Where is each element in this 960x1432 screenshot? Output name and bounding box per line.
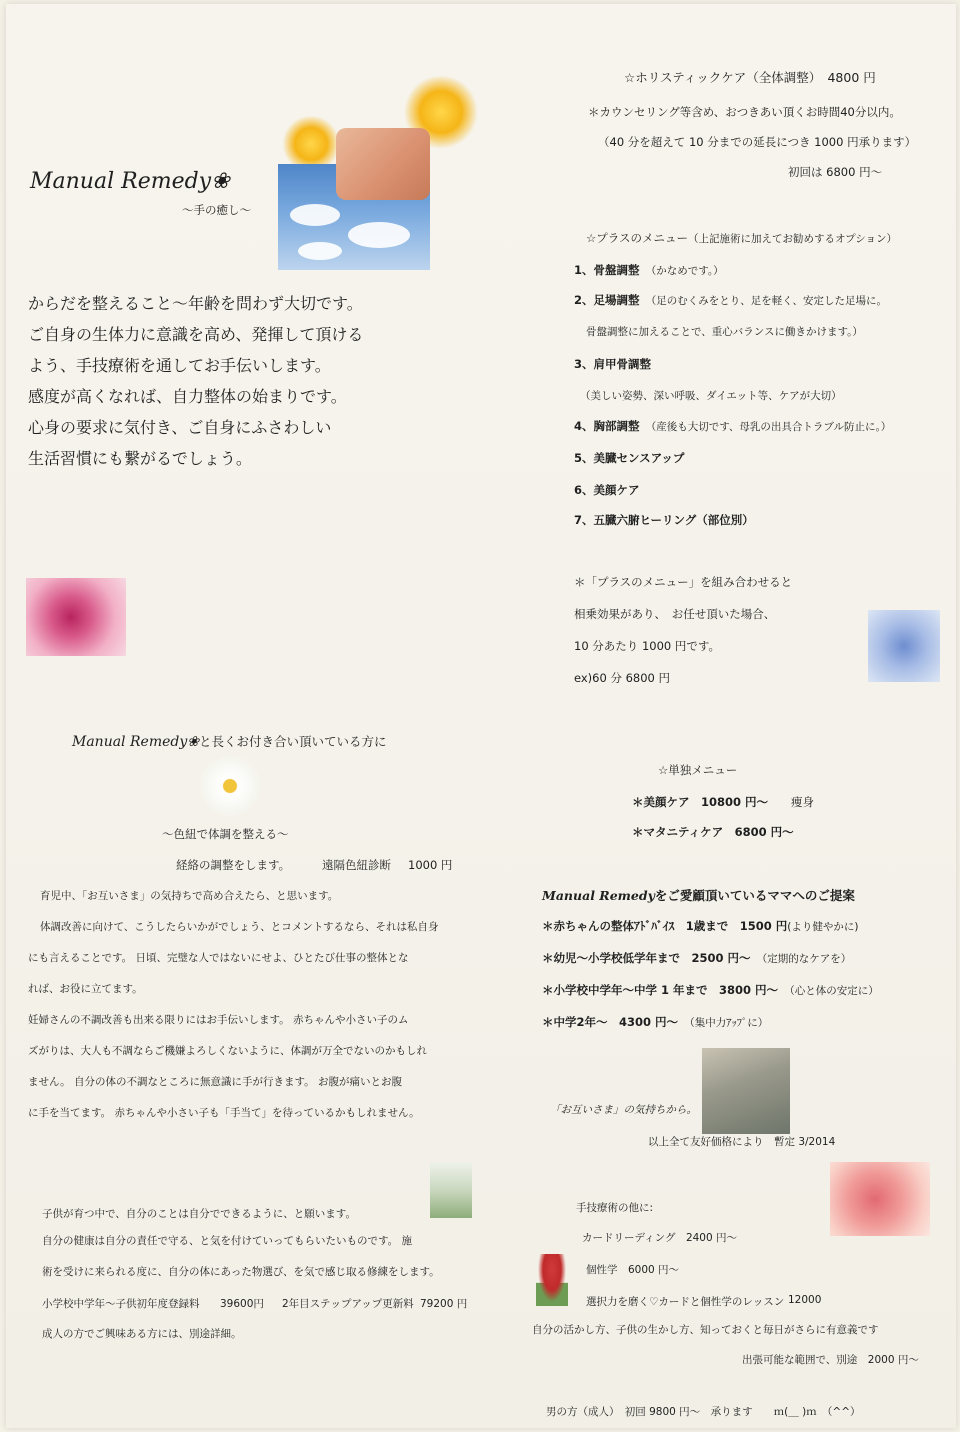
plus-item-5-label: 5、美臓センスアップ (574, 451, 685, 465)
fee-renewal-price: 79200 円 (420, 1298, 468, 1310)
plus-menu-note: （上記施術に加えてお勧めするオプション） (687, 233, 898, 245)
single-item-1 (632, 794, 814, 810)
remote-diagnosis-price: 1000 円 (408, 858, 453, 872)
plus-item-2-label: 2、足場調整 (574, 293, 640, 307)
mama-item-3-label: ＊小学校中学年～中学 1 年まで 3800 円～ (542, 983, 779, 997)
para1-line-8: に手を当てます。 赤ちゃんや小さい子も「手当て」を待っているかもしれません。 (28, 1107, 420, 1119)
plus-item-4 (574, 418, 891, 434)
mama-item-3 (542, 982, 879, 998)
plus-item-4-label: 4、胸部調整 (574, 419, 640, 433)
card-reading-line: カードリーディング 2400 円～ (582, 1232, 738, 1244)
plus-item-6-label: 6、美顔ケア (574, 483, 640, 497)
mama-item-2-note: （定期的なケアを） (762, 953, 852, 965)
mama-item-1-label: ＊赤ちゃんの整体ｱﾄﾞﾊﾞｲｽ 1歳まで 1500 円 (542, 919, 788, 933)
plus-item-2-note-2: 骨盤調整に加えることで、重心バランスに働きかけます。） (586, 326, 863, 338)
lesson-label: 選択力を磨く♡カードと個性学のレッスン (586, 1296, 785, 1308)
intro-line-2: ご自身の生体力に意識を高め、発揮して頂ける (28, 325, 364, 344)
daisy-image (194, 756, 266, 816)
peach-rose-image (830, 1162, 930, 1236)
plus-menu-heading (586, 230, 897, 246)
intro-line-1: からだを整えること～年齢を問わず大切です。 (28, 294, 363, 313)
single-item-1-note: 痩身 (791, 795, 815, 809)
mama-item-2 (542, 950, 851, 966)
combo-line-1: ＊「プラスのメニュー」を組み合わせると (574, 575, 793, 589)
para1-line-2: 体調改善に向けて、こうしたらいかがでしょう、とコメントするなら、それは私自身 (40, 921, 439, 933)
friendly-price-note (648, 1134, 835, 1149)
mother-child-photo (702, 1048, 790, 1134)
counseling-line: ＊カウンセリング等含め、おつきあい頂くお時間40分以内。 (588, 105, 901, 119)
mama-heading-brand: Manual Remedy (542, 888, 655, 903)
all-price-note: 以上全て友好価格により (648, 1136, 764, 1148)
long-term-text: と長くお付き合い頂いている方に (198, 734, 387, 749)
lily-image (430, 1162, 472, 1218)
single-menu-heading: ☆単独メニュー (658, 763, 738, 777)
first-time-price: 初回は 6800 円～ (788, 165, 883, 179)
personality-line: 個性学 6000 円～ (586, 1264, 680, 1276)
meridian-label: 経絡の調整をします。 (176, 858, 291, 872)
fee-initial-price: 39600円 (220, 1298, 264, 1310)
intro-line-6: 生活習慣にも繋がるでしょう。 (28, 449, 252, 468)
visit-note: 出張可能な範囲で、別途 2000 円～ (742, 1354, 919, 1366)
lesson-price: 12000 (788, 1294, 822, 1306)
self-knowledge-note: 自分の活かし方、子供の生かし方、知っておくと毎日がさらに有意義です (532, 1324, 879, 1336)
para1-line-4: れば、お役に立てます。 (28, 983, 143, 995)
mama-item-4-label: ＊中学2年～ 4300 円～ (542, 1015, 679, 1029)
plus-menu-title: ☆プラスのメニュー (586, 231, 688, 245)
mama-item-4-note: （集中力ｱｯﾌﾟに） (689, 1017, 769, 1029)
combo-line-3: 10 分あたり 1000 円です。 (574, 639, 720, 653)
plus-item-3-label: 3、肩甲骨調整 (574, 357, 652, 371)
color-string-title: ～色紐で体調を整える～ (162, 827, 289, 841)
para2-line-2: 自分の健康は自分の責任で守る、と気を付けていってもらいたいものです。 施 (42, 1235, 412, 1247)
mama-item-3-note: （心と体の安定に） (789, 985, 879, 997)
extension-line: （40 分を超えて 10 分までの延長につき 1000 円承ります） (598, 135, 917, 149)
para1-line-3: にも言えることです。 日頃、完璧な人ではないにせよ、ひとたび仕事の整体とな (28, 952, 409, 964)
brand-title: Manual Remedy❀ (30, 169, 230, 194)
para1-line-6: ズがりは、大人も不調ならご機嫌よろしくないように、体調が万全でないのかもしれ (28, 1045, 427, 1057)
pink-rose-image (26, 578, 126, 656)
tulip-image (536, 1254, 568, 1306)
fee-initial-label: 小学校中学年～子供初年度登録料 (42, 1298, 200, 1310)
menu-sheet (6, 4, 956, 1428)
para2-line-1: 子供が育つ中で、自分のことは自分でできるように、と願います。 (42, 1208, 356, 1220)
mama-item-1 (542, 918, 858, 934)
other-services-heading: 手技療術の他に: (576, 1202, 654, 1214)
mama-heading (542, 886, 855, 904)
plus-item-3-note: （美しい姿勢、深い呼吸、ダイエット等、ケアが大切） (580, 390, 842, 402)
holistic-care-line: ☆ホリスティックケア（全体調整） 4800 円 (624, 70, 876, 85)
plus-item-2 (574, 292, 887, 308)
long-term-heading (72, 732, 387, 750)
mama-heading-text: をご愛顧頂いているママへのご提案 (654, 888, 855, 903)
para1-line-1: 育児中、「お互いさま」の気持ちで高め合えたら、と思います。 (40, 890, 339, 902)
intro-line-3: よう、手技療術を通してお手伝いします。 (28, 356, 331, 375)
para1-line-7: ません。 自分の体の不調なところに無意識に手が行きます。 お腹が痛いとお腹 (28, 1076, 402, 1088)
plus-item-1-note: （かなめです。） (651, 265, 724, 277)
combo-line-2: 相乗効果があり、 お任せ頂いた場合、 (574, 607, 776, 621)
para2-line-3: 術を受けに来られる度に、自分の体にあった物選び、を気で感じ取る修練をします。 (42, 1266, 440, 1278)
mama-item-1-note: (より健やかに) (787, 921, 859, 933)
plus-item-2-note: （足のむくみをとり、足を軽く、安定した足場に。 (651, 295, 888, 307)
plus-item-7-label: 7、五臓六腑ヒーリング（部位別） (574, 513, 754, 527)
men-line: 男の方（成人） 初回 9800 円～ 承ります ｍ(＿ )ｍ （^^） (546, 1406, 861, 1418)
para1-line-5: 妊婦さんの不調改善も出来る限りにはお手伝いします。 赤ちゃんや小さい子のム (28, 1014, 409, 1026)
adult-note: 成人の方でご興味ある方には、別途詳細。 (42, 1328, 242, 1340)
otagai-caption: 「お互いさま」の気持ちから。 (550, 1104, 697, 1116)
brand-subtitle: ～手の癒し～ (182, 203, 251, 217)
single-item-1-label: ＊美顔ケア 10800 円～ (632, 795, 769, 809)
mama-item-2-label: ＊幼児～小学校低学年まで 2500 円～ (542, 951, 751, 965)
blue-flower-image (868, 610, 940, 682)
combo-line-4: ex)60 分 6800 円 (574, 671, 671, 685)
fee-renewal-label: 2年目ステップアップ更新料 (282, 1298, 414, 1310)
remote-diagnosis-label: 遠隔色紐診断 (322, 858, 391, 872)
plus-item-1 (574, 262, 724, 278)
tentative-date: 暫定 3/2014 (774, 1136, 836, 1148)
intro-line-5: 心身の要求に気付き、ご自身にふさわしい (28, 418, 332, 437)
plus-item-1-label: 1、骨盤調整 (574, 263, 640, 277)
mama-item-4 (542, 1014, 768, 1030)
long-term-brand: Manual Remedy❀ (72, 734, 199, 750)
intro-line-4: 感度が高くなれば、自力整体の始まりです。 (28, 387, 347, 406)
hands-image (336, 128, 430, 200)
plus-item-4-note: （産後も大切です、母乳の出具合トラブル防止に。） (651, 421, 892, 433)
single-item-2-label: ＊マタニティケア 6800 円～ (632, 825, 794, 839)
